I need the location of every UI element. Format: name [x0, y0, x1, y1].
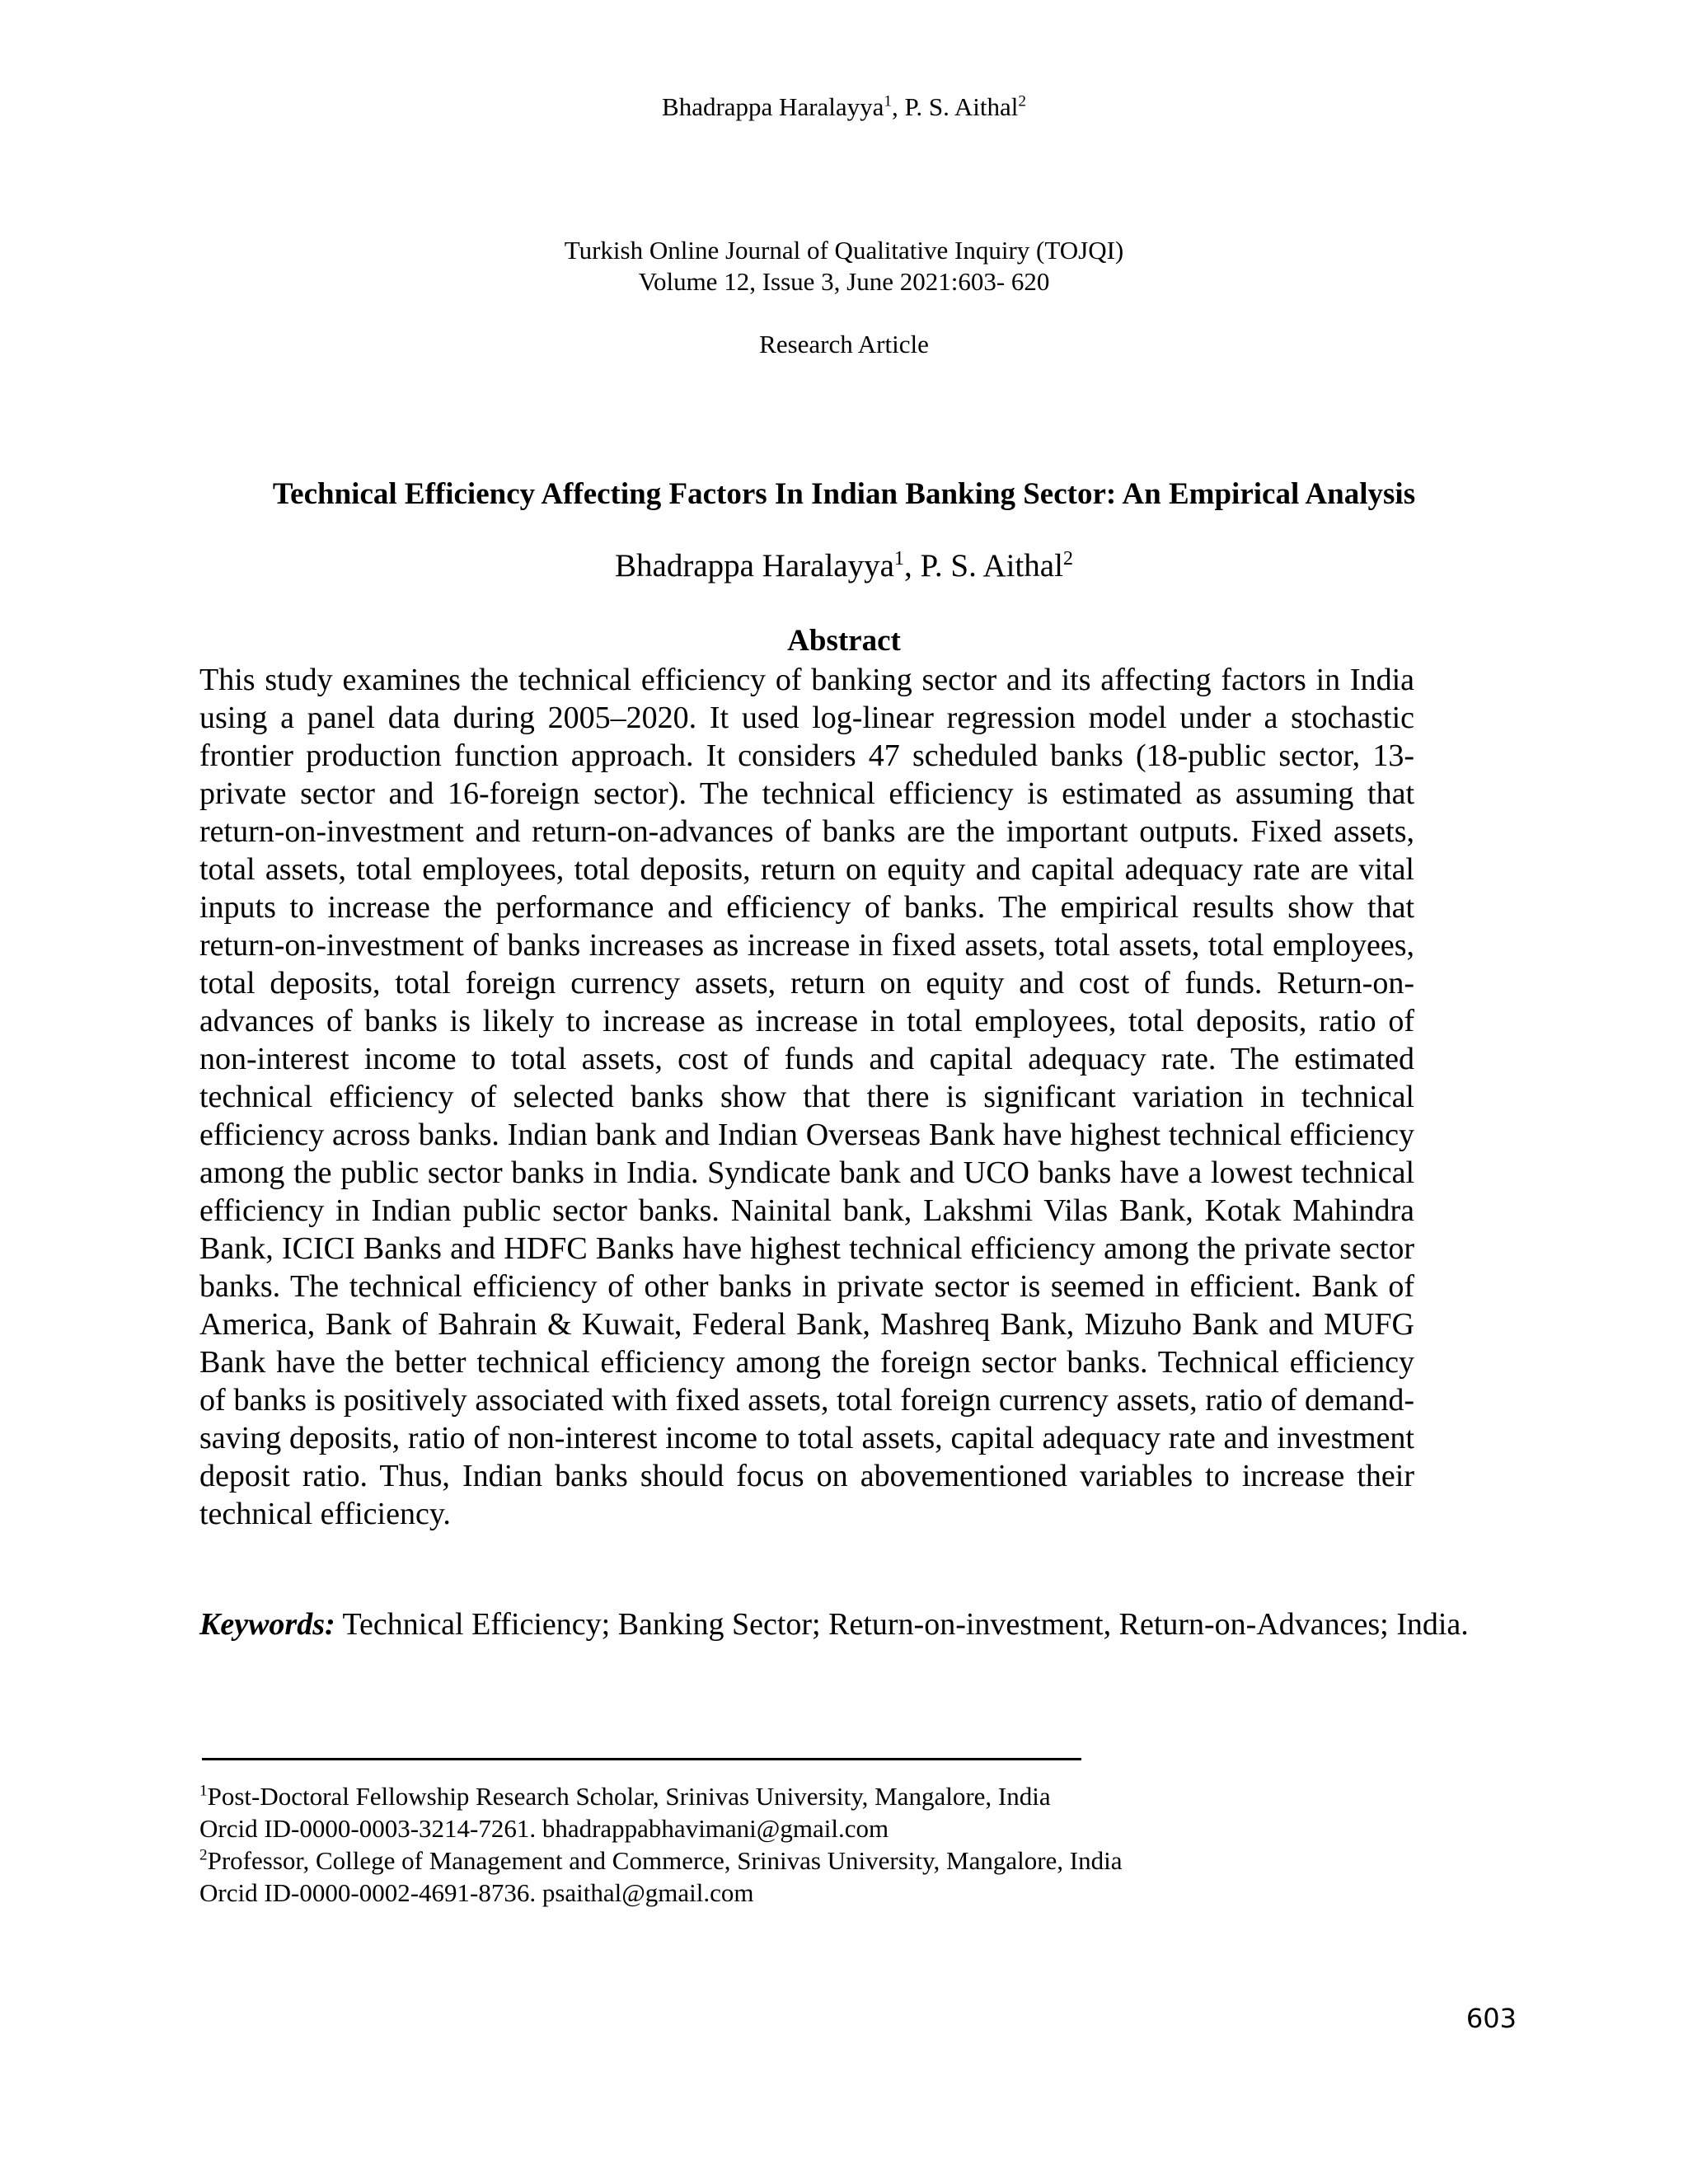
author-2-sup: 2: [1062, 547, 1073, 569]
keywords-label: Keywords:: [199, 1607, 335, 1642]
abstract-heading: Abstract: [787, 624, 901, 658]
header-author-1-sup: 1: [884, 92, 893, 110]
abstract-body: This study examines the technical efficiency of banking sector and its affecting factors in India using a panel data during 2005–2020. It used log-linear regression model under a stochastic frontier production function approach. It considers 47 scheduled banks (18-public sector, 13-private sector and 16-foreign sector). The technical efficiency is estimated as assuming that return-on-investment and return-on-advances of banks are the important outputs. Fixed assets, total assets, total employees, total deposits, return on equity and capital adequacy rate are vital inputs to increase the performance and efficiency of banks. The empirical results show that return-on-investment of banks increases as increase in fixed assets, total assets, total employees, total deposits, total foreign currency assets, return on equity and cost of funds. Return-on-advances of banks is likely to increase as increase in total employees, total deposits, ratio of non-interest income to total assets, cost of funds and capital adequacy rate. The estimated technical efficiency of selected banks show that there is significant variation in technical efficiency across banks. Indian bank and Indian Overseas Bank have highest technical efficiency among the public sector banks in India. Syndicate bank and UCO banks have a lowest technical efficiency in Indian public sector banks. Nainital bank, Lakshmi Vilas Bank, Kotak Mahindra Bank, ICICI Banks and HDFC Banks have highest technical efficiency among the private sector banks. The technical efficiency of other banks in private sector is seemed in efficient. Bank of America, Bank of Bahrain & Kuwait, Federal Bank, Mashreq Bank, Mizuho Bank and MUFG Bank have the better technical efficiency among the foreign sector banks. Technical efficiency of banks is positively associated with fixed assets, total foreign currency assets, ratio of demand-saving deposits, ratio of non-interest income to total assets, capital adequacy rate and investment deposit ratio. Thus, Indian banks should focus on abovementioned variables to increase their technical efficiency.: [199, 663, 1414, 1531]
footnotes: [199, 1780, 1518, 1909]
header-separator: ,: [892, 92, 905, 121]
running-header: [0, 92, 1688, 122]
author-1-sup: 1: [893, 547, 905, 569]
footnote-divider: [202, 1758, 1081, 1760]
journal-info: [0, 235, 1688, 298]
header-author-1: Bhadrappa Haralayya: [662, 92, 884, 121]
journal-volume: Volume 12, Issue 3, June 2021:603- 620: [638, 267, 1050, 296]
author-1: Bhadrappa Haralayya: [615, 548, 894, 583]
author-2: P. S. Aithal: [920, 548, 1063, 583]
footnote-2-affiliation-text: Professor, College of Management and Commerce, Srinivas University, Mangalore, India: [207, 1846, 1123, 1875]
footnote-2-orcid: Orcid ID-0000-0002-4691-8736. psaithal@gmail.com: [199, 1878, 754, 1907]
keywords: [199, 1605, 1497, 1643]
footnote-1-orcid: Orcid ID-0000-0003-3214-7261. bhadrappabhavimani@gmail.com: [199, 1814, 889, 1843]
article-type: Research Article: [759, 330, 929, 359]
header-author-2: P. S. Aithal: [904, 92, 1019, 121]
paper-title: Technical Efficiency Affecting Factors In Indian Banking Sector: An Empirical Analysis: [272, 477, 1416, 511]
footnote-1-affiliation: [199, 1780, 1518, 1812]
page-number: 603: [1465, 2003, 1517, 2034]
keywords-text: Technical Efficiency; Banking Sector; Return-on-investment, Return-on-Advances; India.: [335, 1607, 1469, 1642]
journal-name: Turkish Online Journal of Qualitative Inquiry (TOJQI): [564, 236, 1124, 265]
author-separator: ,: [904, 548, 921, 583]
header-author-2-sup: 2: [1018, 92, 1026, 110]
footnote-1-affiliation-text: Post-Doctoral Fellowship Research Scholar, Srinivas University, Mangalore, India: [207, 1782, 1051, 1811]
paper-authors: [0, 547, 1688, 584]
footnote-2-sup: 2: [199, 1846, 208, 1864]
footnote-1-sup: 1: [199, 1782, 208, 1800]
footnote-2-affiliation: [199, 1844, 1518, 1877]
